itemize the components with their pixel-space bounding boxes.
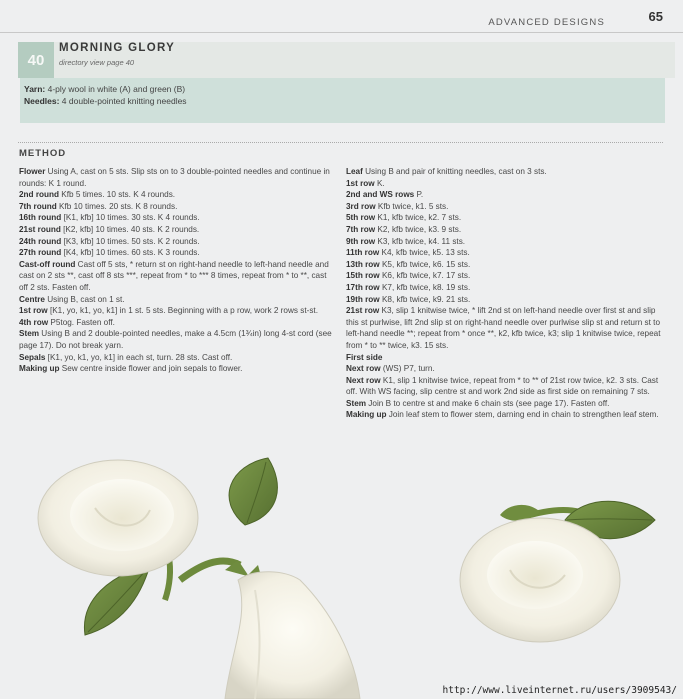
method-heading: METHOD <box>19 148 67 159</box>
needles-label: Needles: <box>24 96 60 106</box>
method-divider <box>18 142 663 143</box>
center-leaf <box>229 458 277 525</box>
instruction-row: 24th round [K3, kfb] 10 times. 50 sts. K 2 rounds. <box>19 236 200 246</box>
pattern-title: MORNING GLORY <box>59 42 176 54</box>
instruction-row: Next row K1, slip 1 knitwise twice, repeat from * to ** of 21st row twice, k2. 3 sts. Cast off. With WS facing, slip centre st and work 2nd side as first side on remaining 7 sts. <box>346 375 659 397</box>
knitted-flowers-photo <box>0 440 683 699</box>
method-left-column <box>19 166 337 375</box>
instruction-row: 5th row K1, kfb twice, k2. 7 sts. <box>346 213 462 223</box>
instruction-row: 17th row K7, kfb twice, k8. 19 sts. <box>346 282 471 292</box>
instruction-row: Making up Join leaf stem to flower stem, darning end in chain to strengthen leaf stem. <box>346 410 659 420</box>
center-flower <box>180 458 360 699</box>
instruction-row: 4th row P5tog. Fasten off. <box>19 317 115 327</box>
instruction-row: Sepals [K1, yo, k1, yo, k1] in each st, turn. 28 sts. Cast off. <box>19 352 233 362</box>
instruction-row: Stem Join B to centre st and make 6 chain sts (see page 17). Fasten off. <box>346 398 610 408</box>
instruction-row: Stem Using B and 2 double-pointed needles, make a 4.5cm (1¾in) long 4-st cord (see page 17). Do not break yarn. <box>19 329 332 350</box>
instruction-row: Next row (WS) P7, turn. <box>346 364 435 374</box>
needles-line <box>24 95 660 107</box>
instruction-row: 27th round [K4, kfb] 10 times. 60 sts. K 3 rounds. <box>19 248 200 258</box>
instruction-row: 9th row K3, kfb twice, k4. 11 sts. <box>346 236 466 246</box>
instruction-row: 16th round [K1, kfb] 10 times. 30 sts. K 4 rounds. <box>19 213 200 223</box>
first-side-subhead: First side <box>346 352 383 362</box>
right-flower <box>460 501 655 642</box>
instruction-row: 2nd round Kfb 5 times. 10 sts. K 4 rounds. <box>19 190 176 200</box>
pattern-subtitle: directory view page 40 <box>59 58 135 67</box>
pattern-number-badge: 40 <box>18 42 54 78</box>
instruction-row: 1st row K. <box>346 178 385 188</box>
yarn-value: 4-ply wool in white (A) and green (B) <box>45 84 186 94</box>
instruction-row: 13th row K5, kfb twice, k6. 15 sts. <box>346 259 471 269</box>
running-head: ADVANCED DESIGNS <box>488 17 605 28</box>
top-rule <box>0 32 683 33</box>
instruction-row: Cast-off round Cast off 5 sts, * return st on right-hand needle to left-hand needle and cast on 2 sts **, cast off 8 sts ***, repeat from * to *** 8 times, repeat from * to **, cast off 2 sts. Fasten off. <box>19 259 329 292</box>
instruction-row: 7th row K2, kfb twice, k3. 9 sts. <box>346 224 462 234</box>
page-number: 65 <box>648 9 663 24</box>
instruction-row: 1st row [K1, yo, k1, yo, k1] in 1 st. 5 sts. Beginning with a p row, work 2 rows st-st. <box>19 306 318 316</box>
method-right-column <box>346 166 663 421</box>
center-flower-trumpet <box>225 572 360 699</box>
instruction-row: 15th row K6, kfb twice, k7. 17 sts. <box>346 271 471 281</box>
materials-box <box>20 78 665 123</box>
instruction-row: 19th row K8, kfb twice, k9. 21 sts. <box>346 294 471 304</box>
instruction-row: Making up Sew centre inside flower and join sepals to flower. <box>19 364 243 374</box>
instruction-row: 21st round [K2, kfb] 10 times. 40 sts. K 2 rounds. <box>19 224 200 234</box>
instruction-row: 2nd and WS rows P. <box>346 190 424 200</box>
instruction-row: Leaf Using B and pair of knitting needles, cast on 3 sts. <box>346 167 547 176</box>
yarn-line <box>24 83 660 95</box>
instruction-row: 11th row K4, kfb twice, k5. 13 sts. <box>346 248 470 258</box>
instruction-row: Centre Using B, cast on 1 st. <box>19 294 125 304</box>
needles-value: 4 double-pointed knitting needles <box>59 96 187 106</box>
instruction-row: Flower Using A, cast on 5 sts. Slip sts on to 3 double-pointed needles and continue in rounds: K 1 round. <box>19 167 330 188</box>
yarn-label: Yarn: <box>24 84 46 94</box>
left-flower <box>38 460 198 635</box>
instruction-row: 7th round Kfb 10 times. 20 sts. K 8 rounds. <box>19 201 178 211</box>
instruction-row: 21st row K3, slip 1 knitwise twice, * lift 2nd st on left-hand needle over first st and slip this st purlwise, lift 2nd slip st on right-hand needle over purlwise slip st and return st to left-hand needle **; repeat from * once **, k2, kfb twice, k3; slip 1 knitwise twice, repeat from * to ** twice, k3. 15 sts. <box>346 306 661 350</box>
watermark-url: http://www.liveinternet.ru/users/3909543/ <box>442 685 677 696</box>
instruction-row: 3rd row Kfb twice, k1. 5 sts. <box>346 201 449 211</box>
